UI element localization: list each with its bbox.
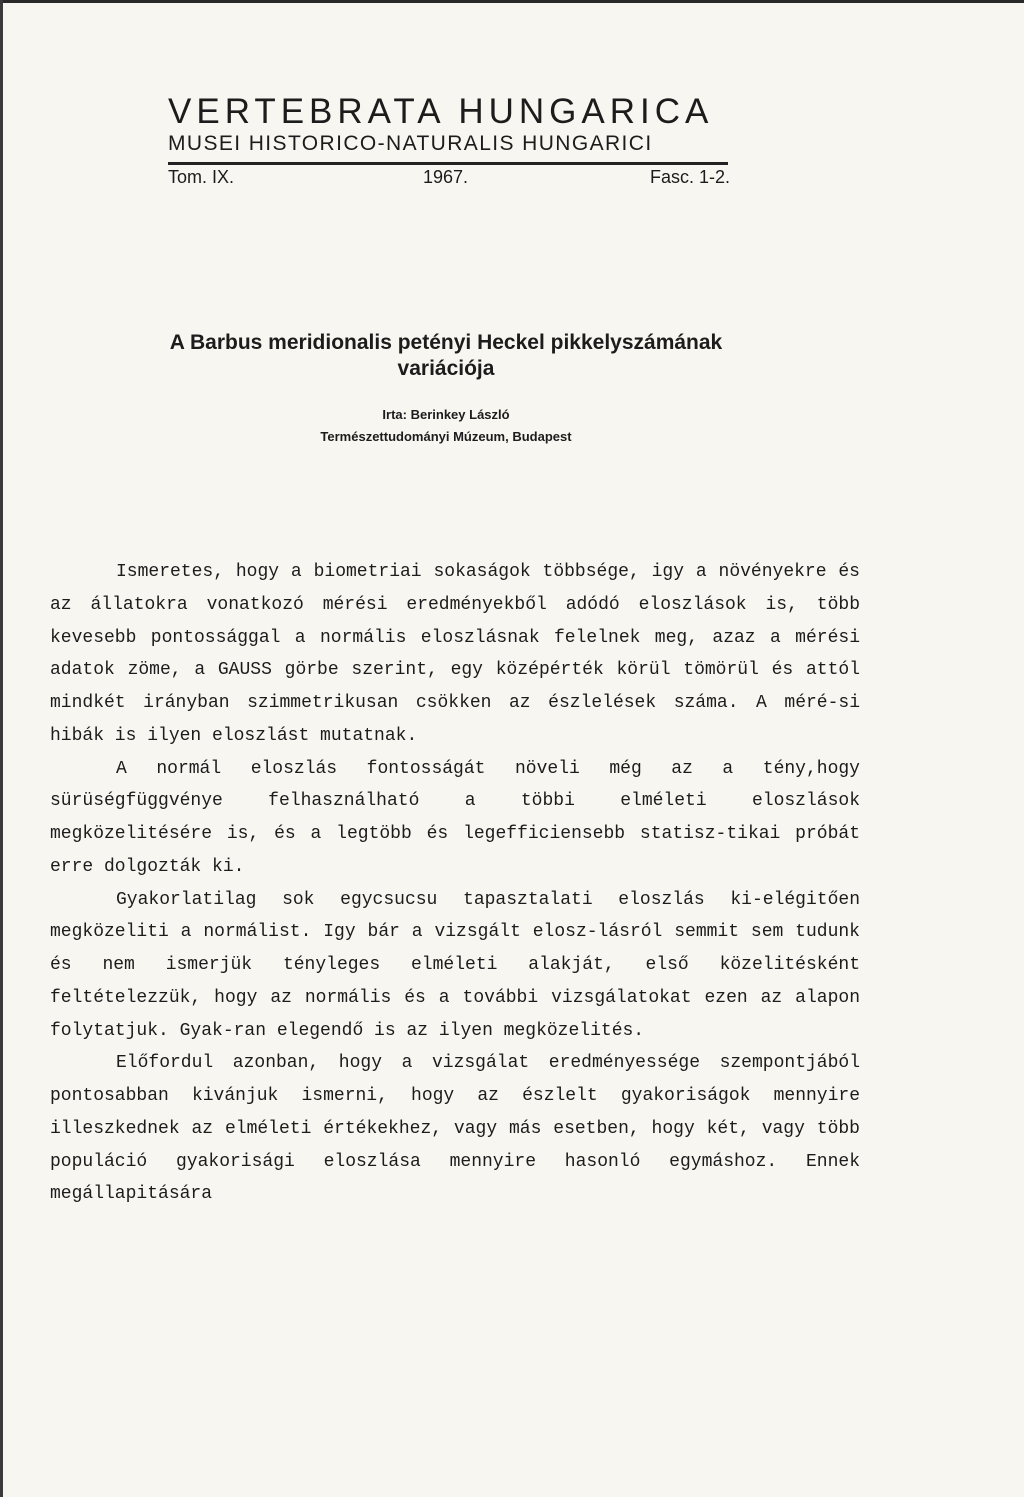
- journal-header: [168, 92, 730, 193]
- paragraph: Előfordul azonban, hogy a vizsgálat eredményessége szempontjából pontosabban kivánjuk ismerni, hogy az észlelt gyakoriságok mennyire illeszkednek az elméleti értékekhez, vagy más esetben, hogy két, vagy több populáció gyakorisági eloszlása mennyire hasonló egymáshoz. Ennek megállapitására: [50, 1053, 860, 1205]
- publication-year: 1967.: [423, 167, 469, 187]
- journal-subtitle: MUSEI HISTORICO-NATURALIS HUNGARICI: [168, 132, 653, 155]
- volume-number: Tom. IX.: [168, 167, 235, 187]
- affiliation: Természettudományi Múzeum, Budapest: [320, 429, 572, 444]
- paragraph: A normál eloszlás fontosságát növeli még az a tény,hogy sürüségfüggvénye felhasználható a többi elméleti eloszlások megközelitésére is, és a legtöbb és legefficiensebb statisz-tikai próbát erre dolgozták ki.: [50, 758, 860, 877]
- author: Irta: Berinkey László: [382, 407, 510, 422]
- page-edge-left: [0, 0, 3, 1497]
- page-edge-top: [0, 0, 1024, 3]
- issue-info: [168, 167, 730, 193]
- paragraph: Ismeretes, hogy a biometriai sokaságok többsége, igy a növényekre és az állatokra vonatkozó mérési eredményekből adódó eloszlások is, több kevesebb pontossággal a normális eloszlásnak felelnek meg, azaz a mérési adatok zöme, a GAUSS görbe szerint, egy középérték körül tömörül és attól mindkét irányban szimmetrikusan csökken az észlelések száma. A méré-si hibák is ilyen eloszlást mutatnak.: [50, 562, 860, 746]
- article-title: [90, 330, 802, 382]
- article-body: [50, 556, 860, 1211]
- paragraph: Gyakorlatilag sok egycsucsu tapasztalati eloszlás ki-elégitően megközeliti a normálist. Igy bár a vizsgált elosz-lásról semmit sem tudunk és nem ismerjük tényleges elméleti alakját, első közelitésként feltételezzük, hogy az normális és a további vizsgálatokat ezen az alapon folytatjuk. Gyak-ran elegendő is az ilyen megközelités.: [50, 889, 860, 1041]
- journal-title: VERTEBRATA HUNGARICA: [168, 92, 714, 131]
- byline: [90, 404, 802, 448]
- header-rule: [168, 162, 728, 165]
- article-title-line-2: variációja: [397, 357, 495, 380]
- fascicle-number: Fasc. 1-2.: [649, 167, 730, 187]
- article-title-line-1: A Barbus meridionalis petényi Heckel pikkelyszámának: [169, 331, 723, 354]
